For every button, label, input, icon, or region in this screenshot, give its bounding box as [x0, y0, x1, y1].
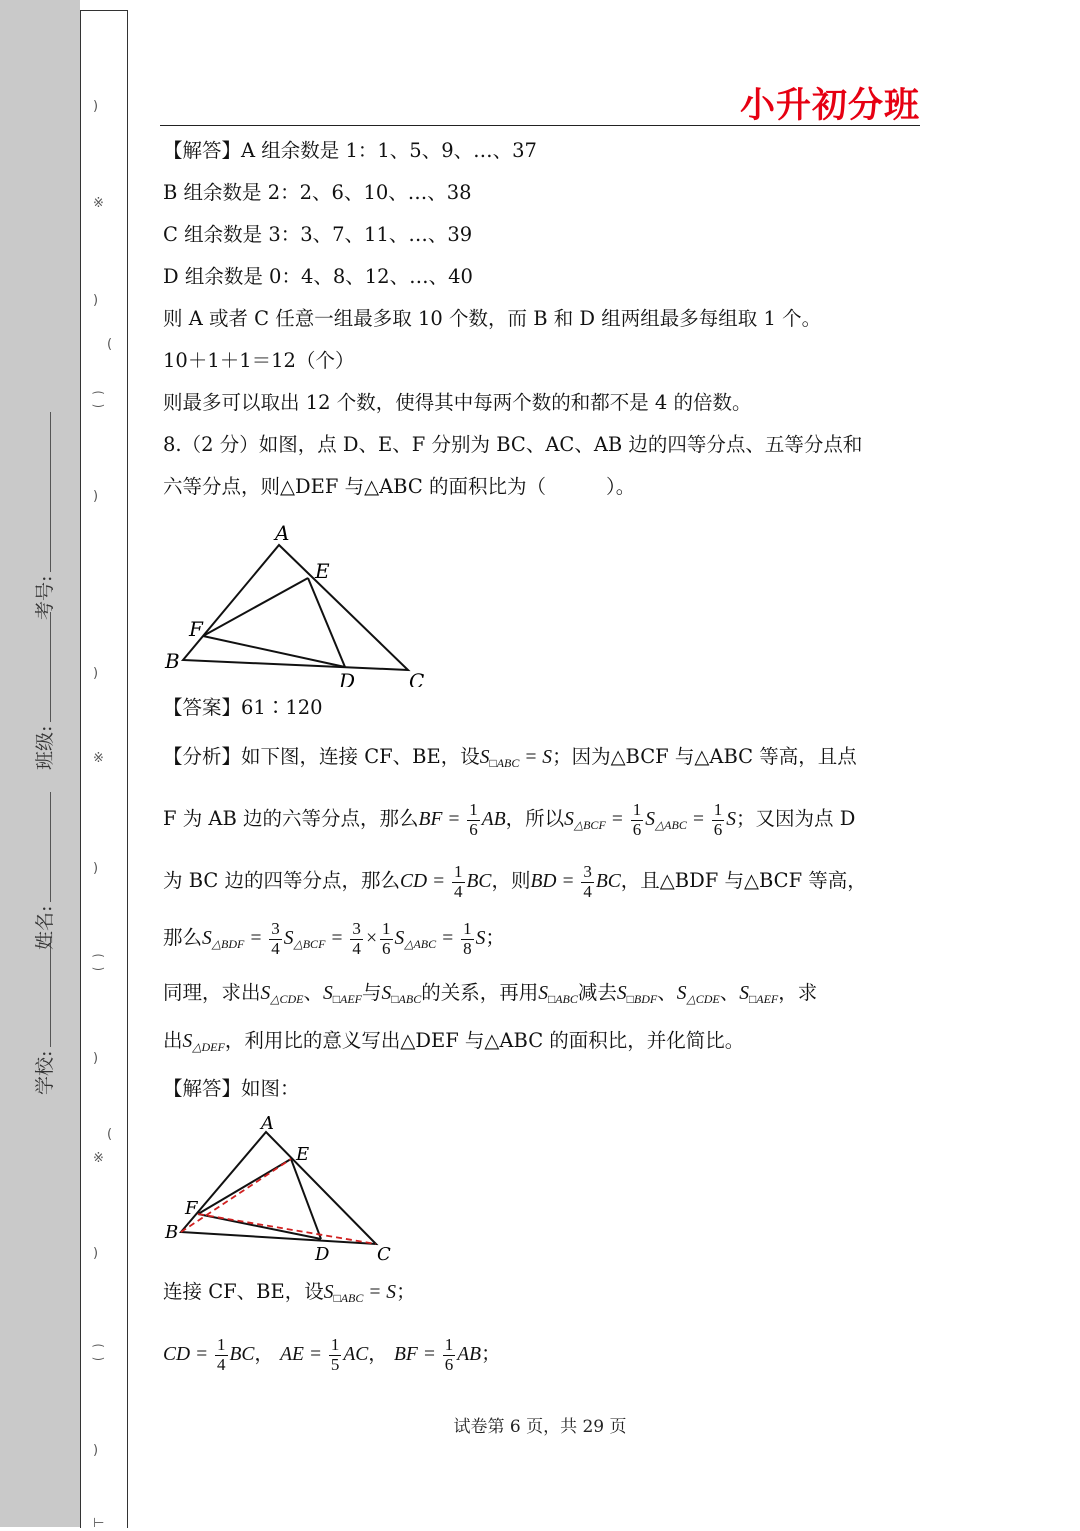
formula: $S_{□BDF}$	[616, 983, 658, 1006]
school-field	[30, 1045, 57, 1095]
class-label: 班级:	[34, 725, 56, 770]
text: ，所以	[505, 807, 565, 830]
label-F: F	[189, 617, 203, 641]
page-content	[163, 130, 923, 1383]
formula: $S_{\triangle BCF}$ = $\frac{1}{6}$ $S_{\triangle ABC}$ = $\frac{1}{6}$ S	[564, 800, 737, 840]
text: 连接 CF、BE，设	[163, 1280, 324, 1303]
text: ；因为△BCF 与△ABC 等高，且点	[552, 745, 857, 768]
formula: $S_{\triangle CDE}$	[260, 983, 304, 1006]
solution7-line: 则 A 或者 C 任意一组最多取 10 个数，而 B 和 D 组两组最多每组取 1 个。	[163, 307, 822, 330]
text: 为 BC 边的四等分点，那么	[163, 869, 401, 892]
question8-line1: 8.（2 分）如图，点 D、E、F 分别为 BC、AC、AB 边的四等分点、五等分点和	[163, 433, 863, 456]
analysis-line4	[163, 910, 923, 972]
solution7-line: 10＋1＋1＝12（个）	[163, 349, 355, 372]
analysis-line6	[163, 1020, 923, 1068]
formula: $S_{□AEF}$	[323, 983, 363, 1006]
text: ，则	[491, 869, 531, 892]
label-A: A	[275, 521, 290, 545]
formula: $S_{□ABC} = S$	[323, 1282, 397, 1305]
binding-margin	[80, 10, 128, 1531]
question8-text: 六等分点，则△DEF 与△ABC 的面积比为（	[163, 475, 546, 498]
solution7-line: C 组余数是 3：3、7、11、…、39	[163, 223, 473, 246]
formula: $S_{\triangle DEF}$	[182, 1031, 225, 1054]
page-footer: 试卷第 6 页，共 29 页	[453, 1417, 627, 1437]
text: 那么	[163, 926, 203, 949]
label-C: C	[409, 669, 425, 687]
label-E: E	[296, 1144, 310, 1165]
solution8-line1	[163, 1264, 923, 1326]
name-field	[30, 900, 57, 950]
formula: AE = $\frac{1}{5}$ AC	[280, 1335, 369, 1375]
label-B: B	[165, 1222, 179, 1243]
formula: BF = $\frac{1}{6}$ AB	[394, 1335, 482, 1375]
text: ；	[485, 926, 505, 949]
bind-mark: )	[93, 1051, 99, 1066]
formula: $S_{□ABC}$	[381, 983, 422, 1006]
text: ，求	[778, 981, 818, 1004]
analysis-line3	[163, 853, 923, 910]
label-D: D	[339, 669, 356, 687]
text: 【分析】如下图，连接 CF、BE，设	[163, 745, 480, 768]
bind-mark: )	[93, 293, 99, 308]
label-B: B	[165, 649, 180, 673]
text: ，	[368, 1342, 388, 1365]
text: ，利用比的意义写出△DEF 与△ABC 的面积比，并化简比。	[224, 1029, 745, 1052]
question8-line2	[163, 466, 923, 508]
text: ；	[481, 1342, 501, 1365]
formula: $S_{□AEF}$	[739, 983, 779, 1006]
text: 的关系，再用	[421, 981, 539, 1004]
text: ；	[396, 1280, 416, 1303]
name-label: 姓名:	[34, 905, 56, 950]
text: F 为 AB 边的六等分点，那么	[163, 807, 419, 830]
bind-mark: ⁐	[93, 393, 104, 408]
bind-mark: )	[93, 489, 99, 504]
triangle-figure-1	[163, 512, 463, 687]
text: 、	[657, 981, 677, 1004]
bind-mark: ⁐	[93, 956, 104, 971]
solution7-line: B 组余数是 2：2、6、10、…、38	[163, 181, 472, 204]
triangle-figure-2	[163, 1114, 413, 1264]
text: ，	[254, 1342, 274, 1365]
header-rule	[160, 125, 920, 126]
brand-title: 小升初分班	[739, 86, 920, 126]
label-E: E	[315, 559, 330, 583]
bind-mark: )	[93, 1246, 99, 1261]
text: 同理，求出	[163, 981, 261, 1004]
analysis-line1	[163, 729, 923, 791]
bind-mark: )	[93, 99, 99, 114]
bind-mark: )	[93, 1443, 99, 1458]
solution7-line: D 组余数是 0：4、8、12、…、40	[163, 265, 473, 288]
label-C: C	[377, 1244, 391, 1264]
formula: BF = $\frac{1}{6}$ AB	[418, 800, 506, 840]
question8-blank-close: ）。	[605, 475, 636, 498]
bind-mark: (	[107, 1127, 113, 1142]
bind-mark: ※	[93, 1151, 104, 1166]
label-F: F	[185, 1198, 198, 1219]
text: 减去	[577, 981, 617, 1004]
text: ；又因为点 D	[736, 807, 856, 830]
label-D: D	[315, 1244, 330, 1264]
text: 与	[362, 981, 382, 1004]
answer8: 【答案】61∶120	[163, 696, 323, 719]
formula: $S_{□ABC}$	[538, 983, 578, 1006]
bind-mark: (	[107, 337, 113, 352]
bind-mark: ⁐	[93, 1346, 104, 1361]
text: 出	[163, 1029, 183, 1052]
solution8-line2	[163, 1326, 923, 1383]
bind-mark: )	[93, 861, 99, 876]
formula: BD = $\frac{3}{4}$ BC	[530, 862, 621, 902]
exam-number-label: 考号:	[34, 575, 56, 620]
bind-mark: ※	[93, 751, 104, 766]
text: ，且△BDF 与△BCF 等高，	[620, 869, 867, 892]
text: 、	[303, 981, 324, 1004]
school-label: 学校:	[34, 1050, 56, 1095]
label-A: A	[261, 1114, 274, 1134]
bind-mark: ⊢	[93, 1516, 105, 1531]
solution7-line: 则最多可以取出 12 个数，使得其中每两个数的和都不是 4 的倍数。	[163, 391, 752, 414]
class-field	[30, 720, 57, 770]
solution7-heading: 【解答】A 组余数是 1：1、5、9、…、37	[163, 139, 537, 162]
bind-mark: )	[93, 666, 99, 681]
formula: $S_{\triangle CDE}$	[676, 983, 720, 1006]
formula: $S_{□ABC} = S$	[479, 747, 553, 770]
text: 、	[719, 981, 740, 1004]
exam-number-field	[30, 570, 57, 620]
bind-mark: ※	[93, 196, 104, 211]
solution8-heading: 【解答】如图：	[163, 1077, 300, 1100]
formula: CD = $\frac{1}{4}$ BC	[400, 862, 492, 902]
formula: $S_{\triangle BDF}$ = $\frac{3}{4}$ $S_{\triangle BCF}$ = $\frac{3}{4}$ × $\frac{1}{6}$ $S_{\triangle ABC}$ = $\frac{1}{8}$ S	[202, 919, 486, 959]
analysis-line5	[163, 972, 923, 1020]
analysis-line2	[163, 791, 923, 853]
formula: CD = $\frac{1}{4}$ BC	[163, 1335, 255, 1375]
